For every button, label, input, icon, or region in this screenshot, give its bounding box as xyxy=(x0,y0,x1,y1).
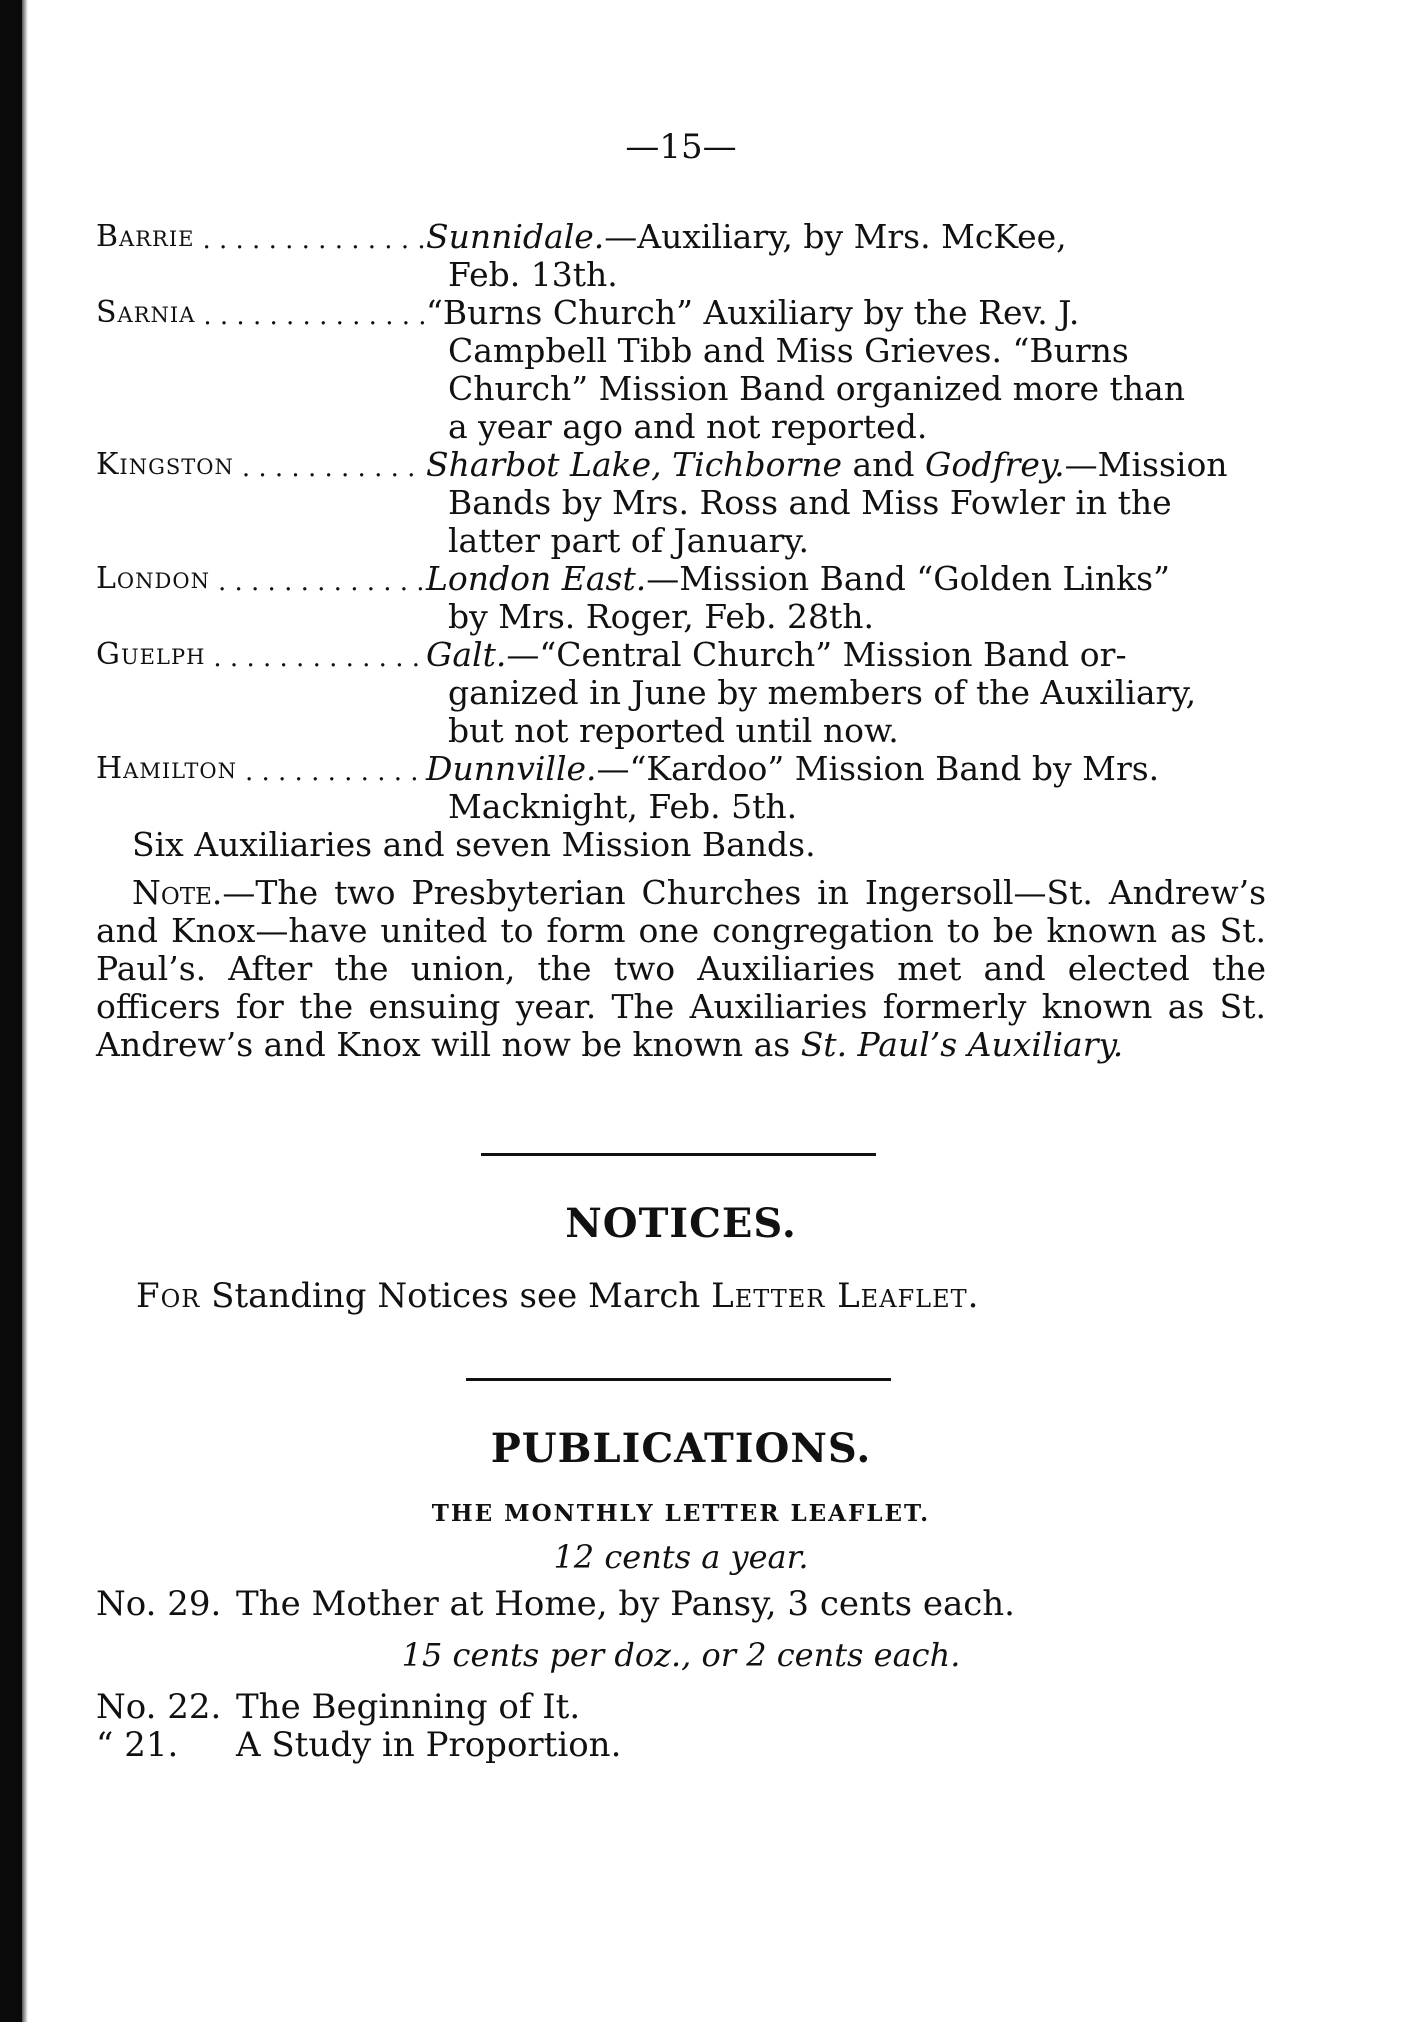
entry-place-name: Sarnia xyxy=(96,295,196,330)
entry-continuation-line: Feb. 13th. xyxy=(448,255,618,294)
leader-dots xyxy=(218,560,426,601)
entry-continuation-line: Macknight, Feb. 5th. xyxy=(448,787,798,826)
entry-place-name: London xyxy=(96,561,210,596)
publication-title: A Study in Proportion. xyxy=(236,1725,622,1765)
entry-first-line xyxy=(426,293,1079,332)
entry-description xyxy=(426,636,1266,750)
entry-continuation-line: Bands by Mrs. Ross and Miss Fowler in the xyxy=(448,483,1172,522)
entry-place xyxy=(96,636,426,677)
entry-continuation-line: a year ago and not reported. xyxy=(448,407,928,446)
entry-text-segment: —Mission xyxy=(1064,445,1228,484)
publication-number: No. 29. xyxy=(96,1584,222,1624)
entry-first-line xyxy=(426,217,1067,256)
entry-description xyxy=(426,446,1266,560)
page-binding-edge xyxy=(0,0,22,2022)
entry-description xyxy=(426,560,1266,636)
entry-first-line xyxy=(426,559,1170,598)
auxiliary-entry xyxy=(96,218,1266,294)
entry-description xyxy=(426,750,1266,826)
note-paragraph xyxy=(96,874,1266,1064)
entry-text-segment: and xyxy=(842,445,926,484)
entry-text-segment: London East. xyxy=(426,559,647,598)
leader-dots xyxy=(245,750,426,791)
publications-subheading: THE MONTHLY LETTER LEAFLET. xyxy=(431,1500,931,1527)
note-label: Note. xyxy=(132,873,223,912)
entry-continuation-line: Church” Mission Band organized more than xyxy=(448,369,1185,408)
notices-text-middle: Standing Notices see March xyxy=(200,1276,712,1316)
auxiliary-entry xyxy=(96,636,1266,750)
entry-continuation-line: by Mrs. Roger, Feb. 28th. xyxy=(448,597,874,636)
note-text: —The two Presbyterian Churches in Ingersoll—St. Andrew’s and Knox—have united to form one congregation to be known as St. Paul’s. After the union, the two Auxiliaries met and elected the officers for the ensuing year. The Auxiliaries formerly known as St. Andrew’s and Knox will now be known as xyxy=(96,873,1266,1064)
entry-place-name: Barrie xyxy=(96,219,195,254)
auxiliary-entry xyxy=(96,750,1266,826)
leader-dots xyxy=(242,446,426,487)
entry-place xyxy=(96,218,426,259)
page-number: —15— xyxy=(625,127,737,167)
publication-title: The Mother at Home, by Pansy, 3 cents each. xyxy=(236,1584,1015,1624)
entry-place xyxy=(96,294,426,335)
leader-dots xyxy=(202,218,426,259)
publications-heading: PUBLICATIONS. xyxy=(490,1425,872,1472)
section-divider xyxy=(481,1153,876,1156)
auxiliary-entry xyxy=(96,446,1266,560)
entry-first-line xyxy=(426,749,1159,788)
entry-continuation-line: latter part of January. xyxy=(448,521,810,560)
leader-dots xyxy=(213,636,426,677)
publication-item xyxy=(96,1726,1266,1764)
entry-text-segment: —“Kardoo” Mission Band by Mrs. xyxy=(596,749,1160,788)
section-divider xyxy=(466,1378,891,1381)
note-italic-end: St. Paul’s Auxiliary. xyxy=(800,1025,1124,1064)
notices-text xyxy=(136,1277,1256,1315)
entry-description xyxy=(426,294,1266,446)
entries-summary: Six Auxiliaries and seven Mission Bands. xyxy=(132,825,816,864)
entry-text-segment: Godfrey. xyxy=(925,445,1065,484)
leader-dots xyxy=(203,294,426,335)
entry-text-segment: Sharbot Lake, Tichborne xyxy=(426,445,842,484)
auxiliary-entries xyxy=(96,218,1266,1064)
notices-text-suffix: Letter Leaflet. xyxy=(711,1276,980,1316)
publications-price-dozen: 15 cents per doz., or 2 cents each. xyxy=(401,1636,961,1674)
entry-text-segment: —Mission Band “Golden Links” xyxy=(646,559,1170,598)
entry-text-segment: —“Central Church” Mission Band or- xyxy=(506,635,1127,674)
publication-number: No. 22. xyxy=(96,1687,222,1727)
entry-description xyxy=(426,218,1266,294)
entry-text-segment: Galt. xyxy=(426,635,507,674)
entry-continuation-line: ganized in June by members of the Auxiliary, xyxy=(448,673,1197,712)
entry-text-segment: Sunnidale. xyxy=(426,217,605,256)
entry-text-segment: Dunnville. xyxy=(426,749,597,788)
entry-place-name: Kingston xyxy=(96,447,234,482)
entry-first-line xyxy=(426,445,1228,484)
entry-continuation-line: Campbell Tibb and Miss Grieves. “Burns xyxy=(448,331,1129,370)
publication-number: “ 21. xyxy=(96,1725,179,1765)
entry-place xyxy=(96,560,426,601)
notices-heading: NOTICES. xyxy=(565,1200,797,1247)
publication-item xyxy=(96,1585,1266,1623)
notices-text-prefix: For xyxy=(136,1276,201,1316)
auxiliary-entry xyxy=(96,294,1266,446)
entry-first-line xyxy=(426,635,1127,674)
entry-place xyxy=(96,446,426,487)
entry-place-name: Guelph xyxy=(96,637,206,672)
publication-title: The Beginning of It. xyxy=(236,1687,581,1727)
entry-text-segment: —Auxiliary, by Mrs. McKee, xyxy=(604,217,1067,256)
entry-place xyxy=(96,750,426,791)
entry-continuation-line: but not reported until now. xyxy=(448,711,899,750)
entry-place-name: Hamilton xyxy=(96,751,237,786)
publication-item xyxy=(96,1688,1266,1726)
entry-text-segment: “Burns Church” Auxiliary by the Rev. J. xyxy=(426,293,1080,332)
publications-price-yearly: 12 cents a year. xyxy=(553,1538,809,1576)
auxiliary-entry xyxy=(96,560,1266,636)
